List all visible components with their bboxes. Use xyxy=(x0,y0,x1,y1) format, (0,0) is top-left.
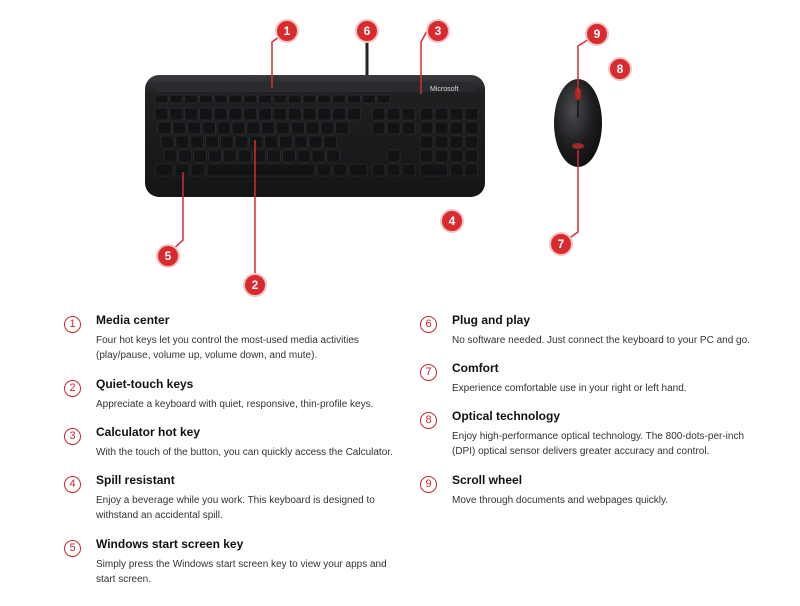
feature-title: Scroll wheel xyxy=(452,473,523,487)
key xyxy=(465,108,478,120)
key xyxy=(217,122,230,134)
key xyxy=(420,164,448,176)
feature-description: With the touch of the button, you can quickly access the Calculator. xyxy=(96,447,393,458)
key xyxy=(312,150,325,162)
key xyxy=(435,122,448,134)
key xyxy=(194,150,207,162)
callout-number: 2 xyxy=(251,278,259,292)
key xyxy=(420,136,433,148)
product-illustration xyxy=(0,0,800,300)
key xyxy=(229,95,242,103)
key xyxy=(244,95,257,103)
key xyxy=(349,164,367,176)
feature-title: Media center xyxy=(96,313,170,327)
key xyxy=(465,122,478,134)
key xyxy=(362,95,375,103)
key xyxy=(273,95,286,103)
key xyxy=(205,136,218,148)
key xyxy=(259,95,272,103)
key xyxy=(161,136,174,148)
key xyxy=(377,95,390,103)
callout-number: 4 xyxy=(448,214,456,228)
key xyxy=(435,136,448,148)
key xyxy=(372,164,385,176)
key xyxy=(387,150,400,162)
feature-title: Windows start screen key xyxy=(96,537,244,551)
key xyxy=(265,136,278,148)
key xyxy=(155,164,173,176)
key xyxy=(207,164,315,176)
key xyxy=(333,164,347,176)
key xyxy=(420,122,433,134)
callout-number: 5 xyxy=(164,249,172,263)
key xyxy=(336,122,349,134)
key xyxy=(465,136,478,148)
key xyxy=(297,150,310,162)
key xyxy=(317,164,331,176)
key xyxy=(402,122,415,134)
key xyxy=(450,108,463,120)
key xyxy=(276,122,289,134)
key xyxy=(306,122,319,134)
callout-number: 6 xyxy=(363,24,371,38)
feature-description: Appreciate a keyboard with quiet, responsive, thin-profile keys. xyxy=(96,399,374,410)
callout-5 xyxy=(157,245,179,267)
feature-description: No software needed. Just connect the keyboard to your PC and go. xyxy=(452,335,750,346)
key xyxy=(321,122,334,134)
key xyxy=(435,108,448,120)
key xyxy=(465,164,478,176)
key xyxy=(199,95,212,103)
feature-description: Four hot keys let you control the most-used media activities (play/pause, volume up, volume down, and mute). xyxy=(96,335,359,361)
callout-number: 9 xyxy=(593,27,601,41)
key xyxy=(191,136,204,148)
key xyxy=(372,122,385,134)
key xyxy=(188,122,201,134)
key xyxy=(185,95,198,103)
key xyxy=(450,164,463,176)
key xyxy=(191,164,205,176)
key xyxy=(291,122,304,134)
key xyxy=(214,95,227,103)
key xyxy=(173,122,186,134)
key xyxy=(185,108,198,120)
feature-number-badge: 1 xyxy=(64,316,81,333)
key xyxy=(420,150,433,162)
key xyxy=(208,150,221,162)
feature-number-badge: 7 xyxy=(420,364,437,381)
key xyxy=(262,122,275,134)
callout-2 xyxy=(244,274,266,296)
key xyxy=(158,122,171,134)
feature-number-badge: 3 xyxy=(64,428,81,445)
callout-number: 8 xyxy=(616,62,624,76)
feature-description: Simply press the Windows start screen key to view your apps and start screen. xyxy=(96,559,387,585)
key xyxy=(238,150,251,162)
key xyxy=(309,136,322,148)
key xyxy=(244,108,257,120)
key xyxy=(229,108,242,120)
feature-title: Calculator hot key xyxy=(96,425,201,439)
key xyxy=(435,150,448,162)
feature-title: Quiet-touch keys xyxy=(96,377,194,391)
key xyxy=(170,108,183,120)
feature-title: Comfort xyxy=(452,361,499,375)
key xyxy=(387,122,400,134)
key xyxy=(282,150,295,162)
key xyxy=(235,136,248,148)
key xyxy=(220,136,233,148)
key xyxy=(333,95,346,103)
key xyxy=(294,136,307,148)
key xyxy=(402,164,415,176)
keyboard-brand-label: Microsoft xyxy=(430,86,459,93)
key xyxy=(247,122,260,134)
feature-description: Enjoy high-performance optical technology. The 800-dots-per-inch (DPI) optical sensor delivers greater accuracy and control. xyxy=(452,431,745,457)
key xyxy=(288,95,301,103)
key xyxy=(387,108,400,120)
key xyxy=(372,108,385,120)
callout-number: 3 xyxy=(434,24,442,38)
key xyxy=(179,150,192,162)
callout-9 xyxy=(586,23,608,45)
key xyxy=(250,136,263,148)
callout-number: 7 xyxy=(557,237,565,251)
feature-description: Move through documents and webpages quickly. xyxy=(452,495,669,506)
key xyxy=(347,95,360,103)
key xyxy=(420,108,433,120)
feature-number-badge: 2 xyxy=(64,380,81,397)
feature-title: Optical technology xyxy=(452,409,561,423)
key xyxy=(303,95,316,103)
callout-8 xyxy=(609,58,631,80)
key xyxy=(214,108,227,120)
key xyxy=(450,122,463,134)
key xyxy=(175,164,189,176)
feature-number-badge: 9 xyxy=(420,476,437,493)
key xyxy=(303,108,316,120)
key xyxy=(176,136,189,148)
key xyxy=(223,150,236,162)
feature-title: Plug and play xyxy=(452,313,531,327)
feature-number-badge: 4 xyxy=(64,476,81,493)
key xyxy=(450,150,463,162)
key xyxy=(465,150,478,162)
key xyxy=(288,108,301,120)
key xyxy=(155,95,168,103)
feature-number-badge: 6 xyxy=(420,316,437,333)
feature-number-badge: 5 xyxy=(64,540,81,557)
callout-6 xyxy=(356,20,378,42)
key xyxy=(155,108,168,120)
key xyxy=(199,108,212,120)
callout-1 xyxy=(276,20,298,42)
callout-4 xyxy=(441,210,463,232)
key xyxy=(318,108,331,120)
feature-number-badge: 8 xyxy=(420,412,437,429)
callout-7 xyxy=(550,233,572,255)
key xyxy=(259,108,272,120)
key xyxy=(268,150,281,162)
key xyxy=(232,122,245,134)
keyboard xyxy=(145,75,485,197)
key xyxy=(170,95,183,103)
key xyxy=(347,108,360,120)
key xyxy=(164,150,177,162)
feature-title: Spill resistant xyxy=(96,473,175,487)
key xyxy=(202,122,215,134)
key xyxy=(273,108,286,120)
feature-description: Experience comfortable use in your right or left hand. xyxy=(452,383,687,394)
key xyxy=(387,164,400,176)
feature-description: Enjoy a beverage while you work. This keyboard is designed to withstand an accidental spill. xyxy=(96,495,375,521)
key xyxy=(450,136,463,148)
key xyxy=(333,108,346,120)
callout-number: 1 xyxy=(283,24,291,38)
key xyxy=(324,136,337,148)
key xyxy=(327,150,340,162)
callout-3 xyxy=(427,20,449,42)
key xyxy=(318,95,331,103)
key xyxy=(402,108,415,120)
key xyxy=(279,136,292,148)
